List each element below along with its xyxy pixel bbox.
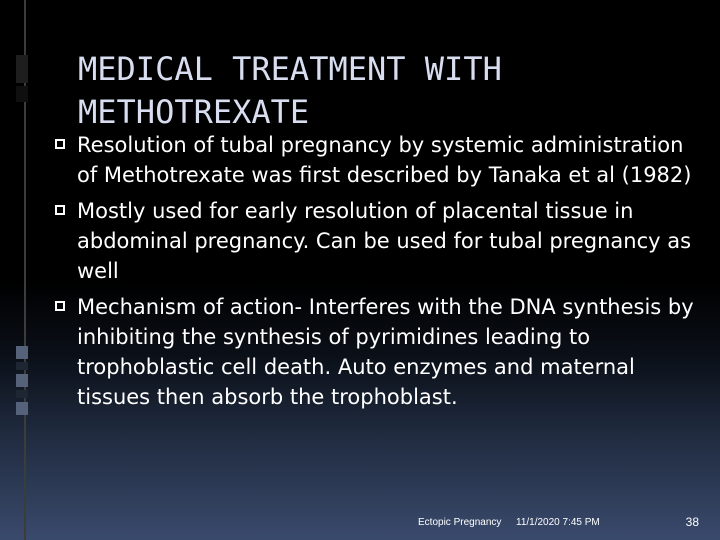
footer-date: 11/1/2020 7:45 PM xyxy=(516,517,600,528)
side-decoration-bar xyxy=(16,390,28,398)
bullet-list xyxy=(55,130,695,418)
footer-topic: Ectopic Pregnancy xyxy=(418,517,502,528)
title-accent-block xyxy=(16,86,28,102)
slide-number: 38 xyxy=(685,515,699,529)
bullet-text: Mechanism of action- Interferes with the DNA synthesis by inhibiting the synthesis of pyrimidines leading to trophoblastic cell death. Auto enzymes and maternal tissues then absorb the trophoblast. xyxy=(77,295,694,409)
bullet-text: Resolution of tubal pregnancy by systemic administration of Methotrexate was first described by Tanaka et al (1982) xyxy=(77,133,692,187)
side-decoration-bar xyxy=(16,374,28,387)
square-bullet-icon xyxy=(55,301,65,311)
square-bullet-icon xyxy=(55,139,65,149)
square-bullet-icon xyxy=(55,205,65,215)
side-decoration-bar xyxy=(16,346,28,359)
slide-title: MEDICAL TREATMENT WITH METHOTREXATE xyxy=(78,50,502,131)
bullet-item xyxy=(55,130,695,190)
side-decoration-bar xyxy=(16,402,28,415)
side-decoration-bar xyxy=(16,362,28,370)
bullet-item xyxy=(55,292,695,412)
bullet-item xyxy=(55,196,695,286)
bullet-text: Mostly used for early resolution of placental tissue in abdominal pregnancy. Can be used for tubal pregnancy as well xyxy=(77,199,692,283)
title-accent-block xyxy=(16,55,28,83)
